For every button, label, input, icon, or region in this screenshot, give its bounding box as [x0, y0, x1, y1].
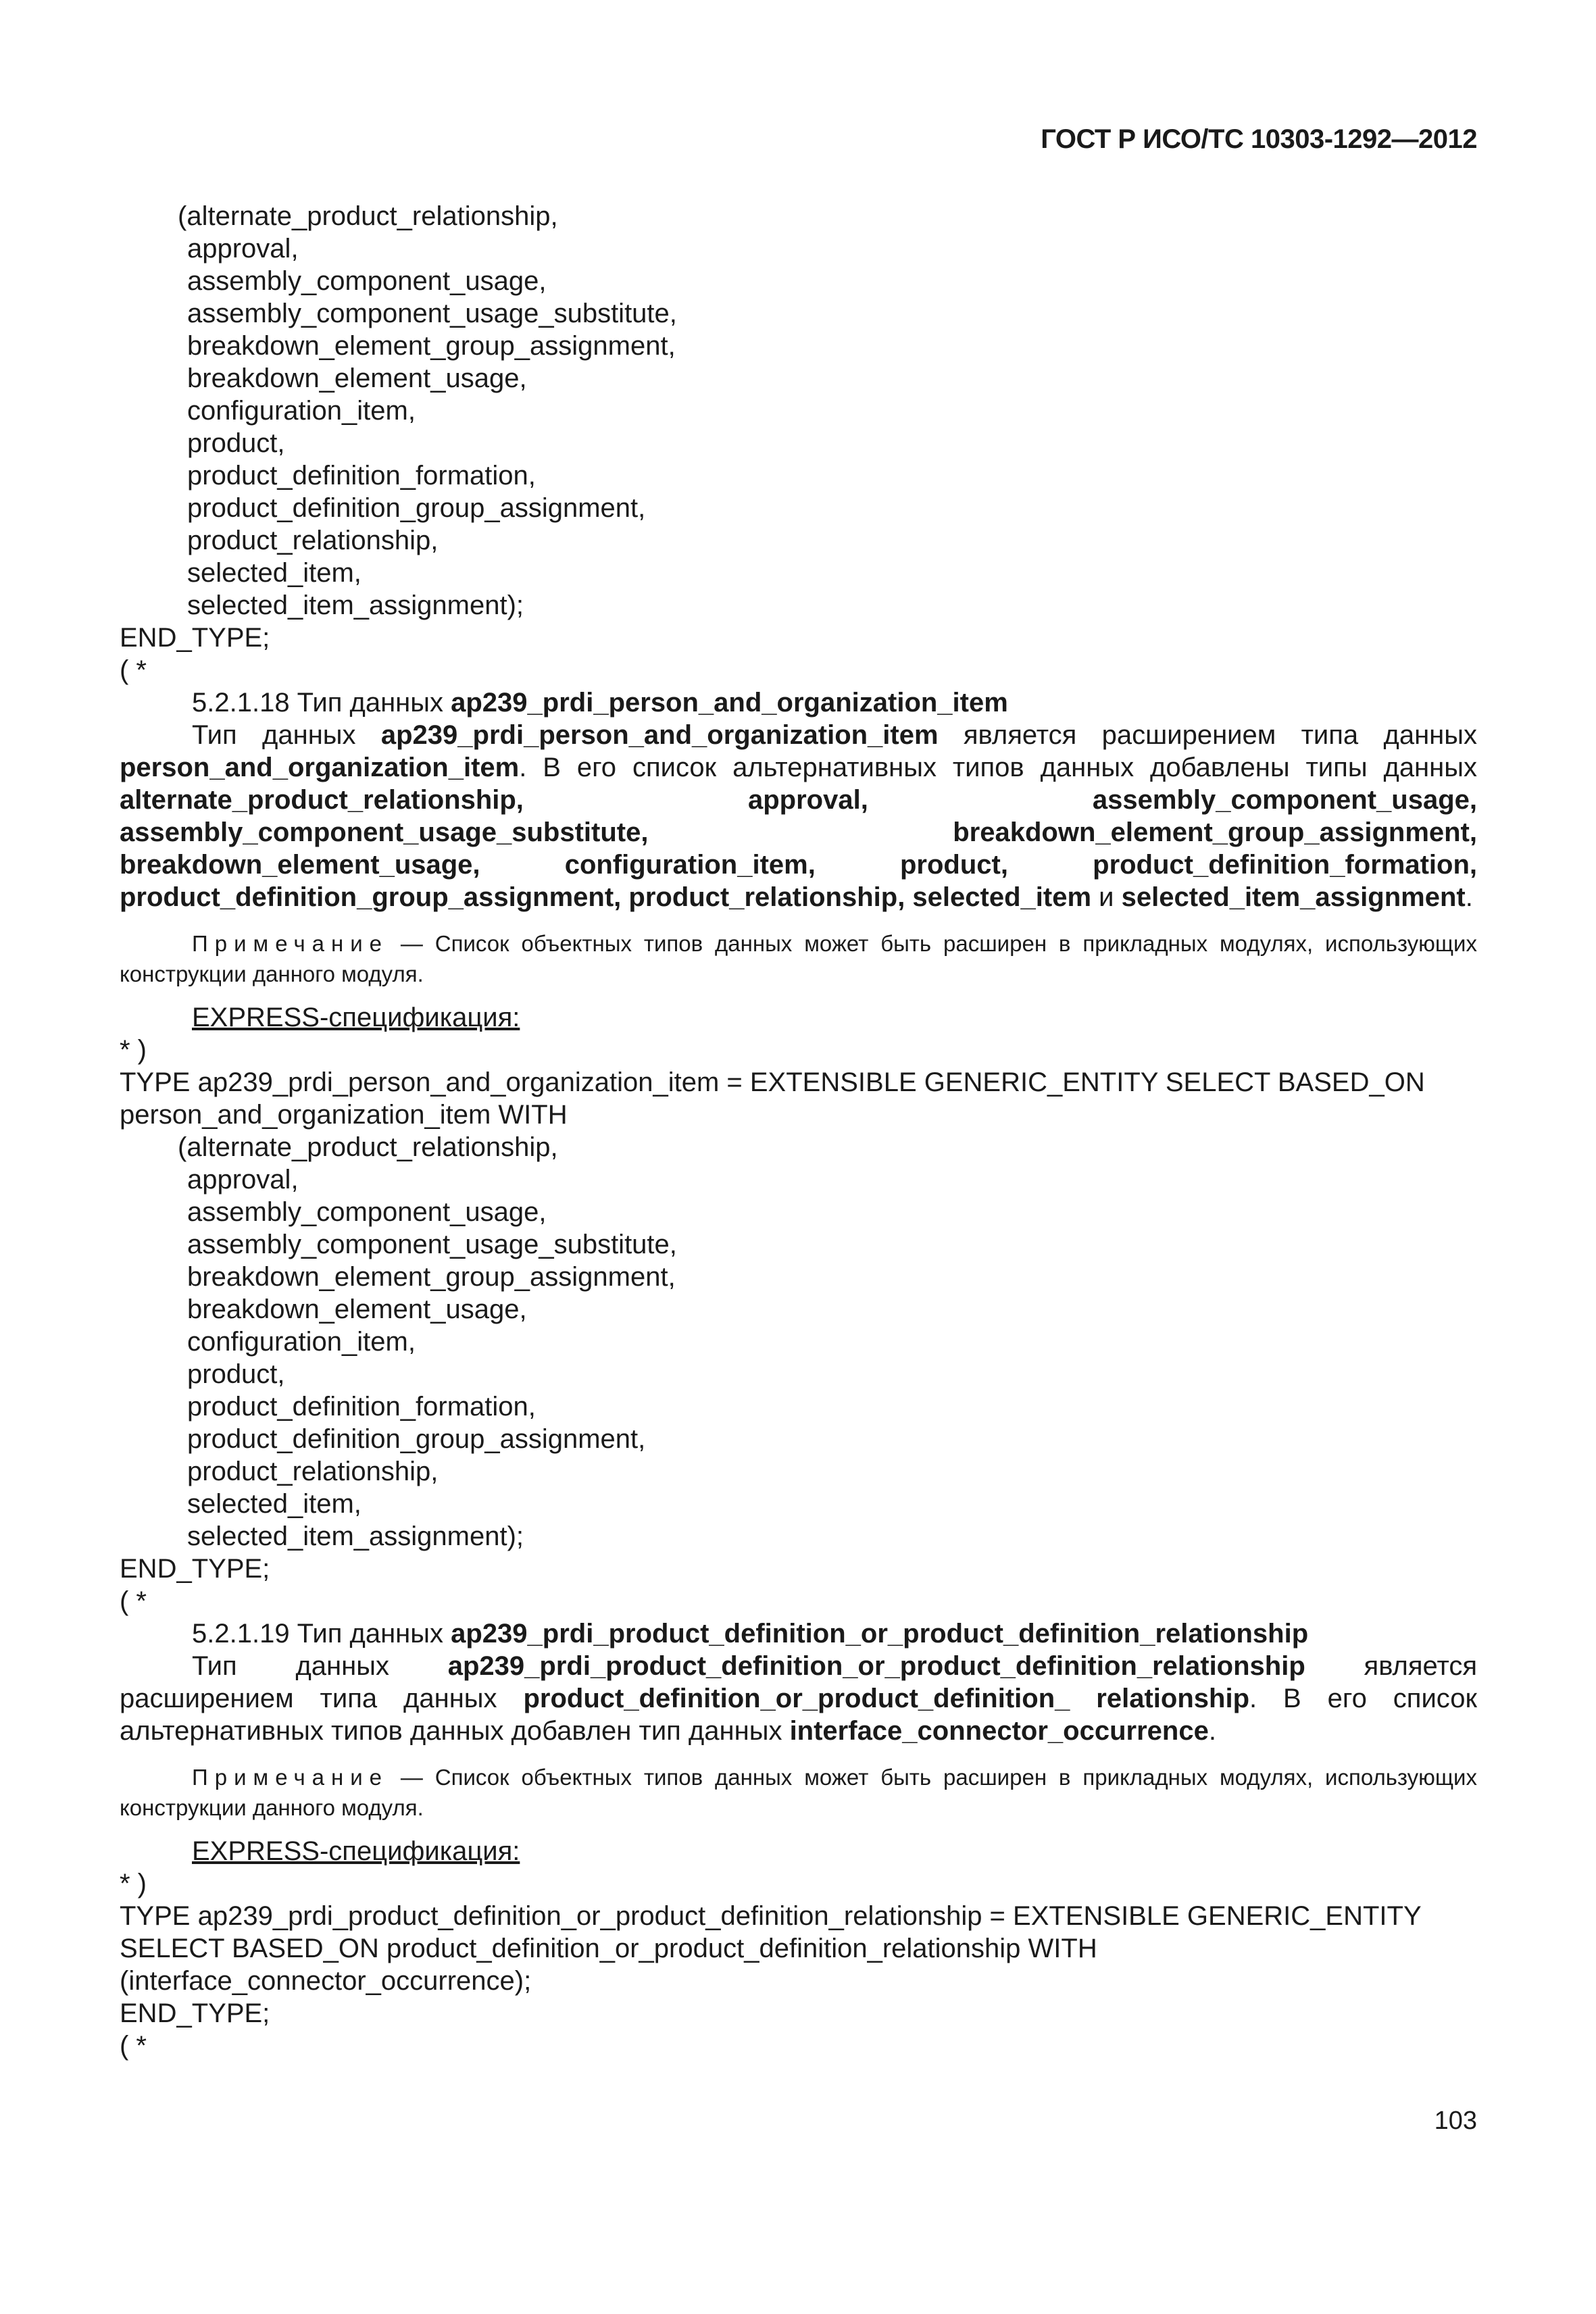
- select-item: product_definition_formation,: [187, 461, 536, 491]
- end-type: END_TYPE;: [120, 1998, 270, 2028]
- select-item: breakdown_element_group_assignment,: [187, 331, 676, 361]
- select-item: configuration_item,: [187, 1327, 416, 1357]
- select-item: selected_item_assignment);: [187, 1521, 524, 1551]
- select-item: approval,: [187, 1165, 299, 1194]
- select-item: breakdown_element_group_assignment,: [187, 1262, 676, 1292]
- end-type: END_TYPE;: [120, 623, 270, 653]
- select-item: selected_item,: [187, 1489, 361, 1519]
- section-heading-18: 5.2.1.18 Тип данных ap239_prdi_person_and_organization_item: [192, 688, 1008, 718]
- document-body: [120, 200, 1477, 2062]
- section-18-description: Тип данных ap239_prdi_person_and_organization_item является расширением типа данных person_and_organization_item. В его список альтернативных типов данных добавлены типы данных alternate_product_relationship, approval, assembly_component_usage, assembly_component_usage_substitute, breakdown_element_group_assignment, breakdown_element_usage, configuration_item, product, product_definition_formation, product_definition_group_assignment, product_relationship, selected_item и selected_item_assignment.: [120, 720, 1477, 912]
- type-declaration: TYPE ap239_prdi_person_and_organization_item = EXTENSIBLE GENERIC_ENTITY SELECT BASED_ON: [120, 1067, 1425, 1097]
- select-item: breakdown_element_usage,: [187, 363, 527, 393]
- comment-open: ( *: [120, 1586, 147, 1616]
- select-item: product,: [187, 428, 285, 458]
- type-declaration-cont: SELECT BASED_ON product_definition_or_product_definition_relationship WITH: [120, 1934, 1097, 1963]
- select-item: assembly_component_usage,: [187, 1197, 547, 1227]
- express-spec-link[interactable]: EXPRESS-спецификация:: [192, 1003, 520, 1032]
- select-item: product,: [187, 1359, 285, 1389]
- comment-close: * ): [120, 1035, 147, 1065]
- section-19-note: Примечание — Список объектных типов данных может быть расширен в прикладных модулях, использующих конструкции данного модуля.: [120, 1765, 1477, 1820]
- select-item: selected_item,: [187, 558, 361, 588]
- section-heading-19: 5.2.1.19 Тип данных ap239_prdi_product_definition_or_product_definition_relationship: [192, 1619, 1309, 1649]
- select-item: product_definition_group_assignment,: [187, 1424, 646, 1454]
- select-item: configuration_item,: [187, 396, 416, 426]
- comment-open: ( *: [120, 2031, 147, 2061]
- select-item: product_relationship,: [187, 1457, 439, 1486]
- type-declaration: TYPE ap239_prdi_product_definition_or_product_definition_relationship = EXTENSIBLE GENERIC_ENTITY: [120, 1901, 1422, 1931]
- select-item: breakdown_element_usage,: [187, 1294, 527, 1324]
- comment-open: ( *: [120, 655, 147, 685]
- select-item: product_relationship,: [187, 526, 439, 555]
- select-list-first: (alternate_product_relationship,: [178, 1132, 558, 1162]
- select-item: product_definition_group_assignment,: [187, 493, 646, 523]
- select-list-first: (alternate_product_relationship,: [178, 201, 558, 231]
- comment-close: * ): [120, 1869, 147, 1898]
- express-spec-link[interactable]: EXPRESS-спецификация:: [192, 1836, 520, 1866]
- select-item: selected_item_assignment);: [187, 590, 524, 620]
- end-type: END_TYPE;: [120, 1554, 270, 1584]
- section-19-description: Тип данных ap239_prdi_product_definition_or_product_definition_relationship является расширением типа данных product_definition_or_product_definition_ relationship. В его список альтернативных типов данных добавлен тип данных interface_connector_occurrence.: [120, 1651, 1478, 1746]
- select-item: assembly_component_usage_substitute,: [187, 1230, 677, 1259]
- type-declaration-cont: person_and_organization_item WITH: [120, 1100, 568, 1130]
- select-item: product_definition_formation,: [187, 1392, 536, 1422]
- section-18-note: Примечание — Список объектных типов данных может быть расширен в прикладных модулях, использующих конструкции данного модуля.: [120, 931, 1477, 986]
- type-declaration-list: (interface_connector_occurrence);: [120, 1966, 532, 1996]
- select-item: assembly_component_usage,: [187, 266, 547, 296]
- page-number: 103: [1434, 2107, 1477, 2135]
- standard-header: ГОСТ Р ИСО/ТС 10303-1292—2012: [1041, 124, 1477, 154]
- select-item: approval,: [187, 234, 299, 263]
- select-item: assembly_component_usage_substitute,: [187, 299, 677, 328]
